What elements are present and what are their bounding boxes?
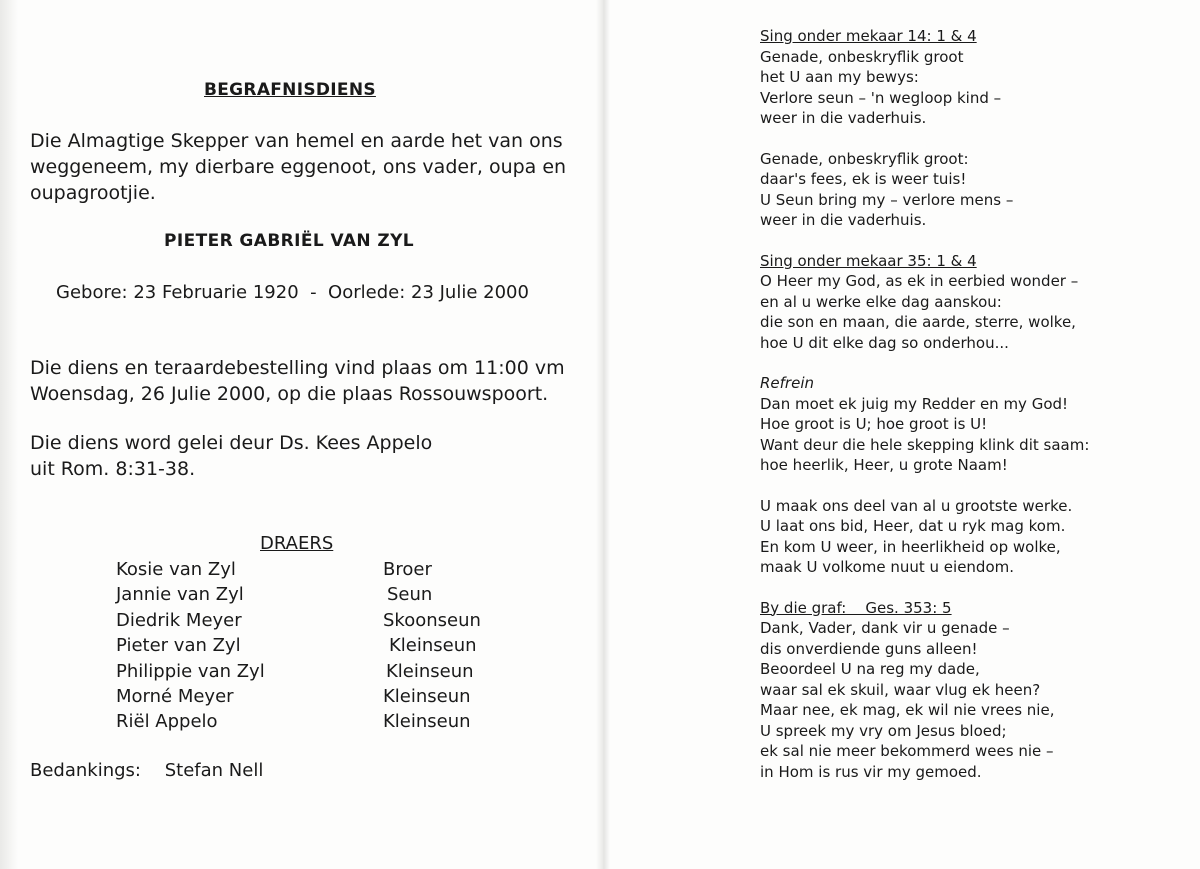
song-line: maak U volkome nuut u eiendom. [760, 558, 1015, 576]
song-line: het U aan my bewys: [760, 68, 919, 86]
refrain-block [760, 373, 1180, 476]
birth-death-dates: Gebore: 23 Februarie 1920 - Oorlede: 23 Julie 2000 [56, 282, 529, 303]
song-line: ek sal nie meer bekommerd wees nie – [760, 742, 1054, 760]
intro-line: weggeneem, my dierbare eggenoot, ons vader, oupa en [30, 156, 567, 178]
song-line: Genade, onbeskryflik groot [760, 47, 964, 66]
song-line: U spreek my vry om Jesus bloed; [760, 721, 1007, 740]
bearer-row [116, 608, 481, 633]
song-line: Verlore seun – 'n wegloop kind – [760, 88, 1002, 107]
bearer-name: Jannie van Zyl [116, 584, 244, 606]
song-line: Maar nee, ek mag, ek wil nie vrees nie, [760, 701, 1055, 719]
song-title: By die graf: Ges. 353: 5 [760, 598, 952, 617]
refrain-title: Refrein [760, 374, 815, 392]
song-line: En kom U weer, in heerlikheid op wolke, [760, 537, 1061, 556]
bearer-relation: Kleinseun [383, 686, 471, 708]
bearer-row [116, 582, 481, 607]
song-line: U maak ons deel van al u grootste werke. [760, 496, 1073, 515]
song-line: weer in die vaderhuis. [760, 109, 927, 127]
song-line: in Hom is rus vir my gemoed. [760, 762, 982, 781]
song-line: Beoordeel U na reg my dade, [760, 660, 980, 678]
song-title: Sing onder mekaar 35: 1 & 4 [760, 251, 977, 270]
bearer-name: Riël Appelo [116, 711, 218, 733]
song-line: Want deur die hele skepping klink dit saam: [760, 435, 1090, 454]
minister-details [30, 430, 432, 482]
bearers-title: DRAERS [260, 533, 334, 554]
service-line: Die diens en teraardebestelling vind plaas om 11:00 vm [30, 357, 565, 379]
bearers-list [116, 557, 481, 735]
song-line: weer in die vaderhuis. [760, 211, 927, 229]
bearer-relation: Kleinseun [389, 635, 477, 657]
song-line: O Heer my God, as ek in eerbied wonder – [760, 272, 1079, 290]
thanks-label: Bedankings: [30, 760, 141, 781]
song-block-3 [760, 251, 1180, 354]
thanks-line [30, 760, 263, 781]
song-line: Dank, Vader, dank vir u genade – [760, 619, 1010, 637]
song-line: U Seun bring my – verlore mens – [760, 190, 1014, 209]
bearer-relation: Broer [383, 559, 432, 580]
deceased-name: PIETER GABRIËL VAN ZYL [164, 231, 415, 251]
bearer-relation: Kleinseun [383, 711, 471, 733]
song-line: hoe U dit elke dag so onderhou... [760, 333, 1009, 352]
song-line: Genade, onbeskryflik groot: [760, 149, 969, 168]
song-block-5 [760, 496, 1180, 578]
song-line: daar's fees, ek is weer tuis! [760, 170, 967, 188]
song-line: waar sal ek skuil, waar vlug ek heen? [760, 680, 1041, 699]
song-block-graveside [760, 598, 1180, 783]
bearer-row [116, 709, 481, 734]
intro-paragraph [30, 128, 566, 206]
right-page [760, 26, 1180, 802]
bearer-name: Diedrik Meyer [116, 609, 242, 631]
bearer-relation: Seun [387, 584, 433, 606]
bearer-relation: Skoonseun [383, 609, 481, 631]
bearer-row [116, 633, 481, 658]
bearer-name: Kosie van Zyl [116, 559, 236, 580]
minister-line: Die diens word gelei deur Ds. Kees Appelo [30, 432, 433, 454]
service-line: Woensdag, 26 Julie 2000, op die plaas Rossouwspoort. [30, 383, 549, 405]
thanks-name: Stefan Nell [164, 760, 264, 781]
song-title: Sing onder mekaar 14: 1 & 4 [760, 27, 977, 45]
bearer-row [116, 684, 481, 709]
bearer-relation: Kleinseun [386, 660, 474, 682]
song-line: dis onverdiende guns alleen! [760, 639, 978, 658]
service-heading: BEGRAFNISDIENS [204, 80, 376, 100]
service-details [30, 355, 565, 407]
bearer-row [116, 659, 481, 684]
bearer-name: Pieter van Zyl [116, 635, 241, 657]
song-line: U laat ons bid, Heer, dat u ryk mag kom. [760, 517, 1066, 535]
song-line: Dan moet ek juig my Redder en my God! [760, 394, 1069, 413]
intro-line: Die Almagtige Skepper van hemel en aarde het van ons [30, 130, 563, 152]
bearer-row [116, 557, 481, 582]
song-line: en al u werke elke dag aanskou: [760, 292, 1002, 311]
song-line: hoe heerlik, Heer, u grote Naam! [760, 456, 1008, 474]
bearer-name: Morné Meyer [116, 686, 234, 708]
bearer-name: Philippie van Zyl [116, 660, 265, 682]
minister-line: uit Rom. 8:31-38. [30, 458, 196, 480]
song-line: die son en maan, die aarde, sterre, wolke, [760, 313, 1076, 331]
song-block-2 [760, 149, 1180, 231]
song-line: Hoe groot is U; hoe groot is U! [760, 415, 988, 433]
intro-line: oupagrootjie. [30, 182, 156, 204]
song-block-1 [760, 26, 1180, 129]
